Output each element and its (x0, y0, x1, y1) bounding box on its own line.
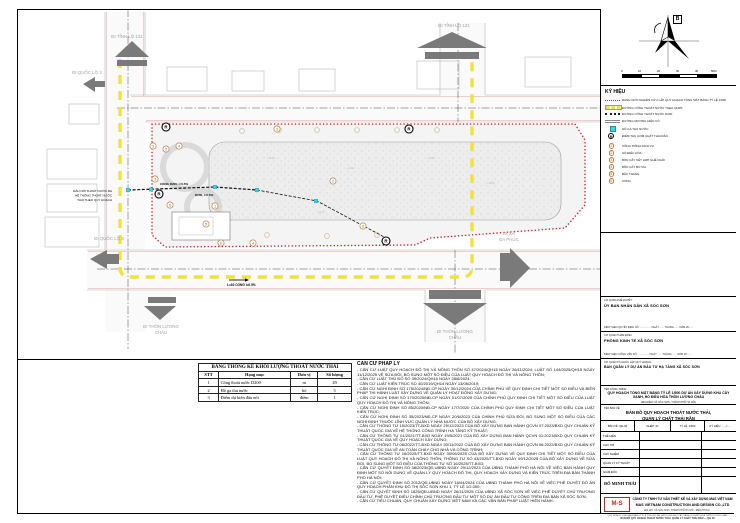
legend-label: ĐIỂM THU GOM CHẤT THẢI RẮN (622, 134, 668, 139)
planned-drain-icon (605, 105, 622, 110)
scale-tick: 10 (638, 69, 642, 73)
cell-item: Cống thoát nước D200 (219, 379, 291, 387)
organizing-agency-label: CƠ QUAN TỔ CHỨC LẬP QUY HOẠCH: (604, 360, 652, 364)
legend-label: CÔNG TRÌNH DỊCH VỤ (622, 143, 654, 148)
col-header-qty: Số lượng (318, 371, 352, 379)
project-name-section (601, 385, 736, 404)
marker-5-icon: 5 (610, 172, 613, 176)
role-the-hien: THỂ HIỆN (603, 433, 617, 438)
legal-item: - CĂN CỨ NGHỊ ĐỊNH SỐ 175/2024/NĐ-CP NGÀY 30/12/2024 CỦA CHÍNH PHỦ VỀ QUY ĐỊNH CHI TIẾT MỘT SỐ ĐIỀU VÀ BIỆN PHÁP THI HÀNH LUẬT XÂY DỰNG VỀ QUẢN LÝ HOẠT ĐỘNG XÂY DỰNG; (357, 385, 595, 396)
spot-level: +11.35 (267, 157, 275, 160)
legend-item (605, 119, 733, 125)
legal-item: - CĂN CỨ NGHỊ ĐỊNH SỐ 35/2023/NĐ-CP NGÀY 20/6/2023 CỦA CHÍNH PHỦ SỬA ĐỔI, BỔ SUNG MỘT SỐ ĐIỀU CỦA CÁC NGHỊ ĐỊNH THUỘC LĨNH VỰC QUẢN LÝ NHÀ NƯỚC CỦA BỘ XÂY DỰNG; (357, 413, 595, 424)
company-section (601, 493, 736, 513)
reviewing-agency-note: KÈM THEO CÔNG VĂN SỐ: ............... NGÀY ...... THÁNG ...... NĂM 20...... (604, 353, 692, 356)
legend-section (601, 85, 736, 232)
col-header-unit: Đơn vị (291, 371, 318, 379)
spot-level: +11.50 (487, 182, 495, 185)
waste-point-symbol: R (384, 238, 388, 244)
table-title: BẢNG THỐNG KÊ KHỐI LƯỢNG THOÁT NƯỚC THẢI (199, 364, 352, 372)
reviewing-agency-section (601, 331, 736, 358)
company-address: ĐỊA CHỈ: XÃ SÓC SƠN, THÀNH PHỐ HÀ NỘI - ĐIỆN THOẠI: ............... (644, 508, 721, 512)
cell-unit: điểm (291, 394, 318, 402)
director-name: ĐỖ MINH THÁI (604, 481, 637, 486)
legal-item: - CĂN CỨ LUẬT QUY HOẠCH ĐÔ THỊ VÀ NÔNG THÔN SỐ 47/2024/QH15 NGÀY 26/11/2024; LUẬT SỐ 144/2025/QH15 NGÀY 11/12/2025 VỀ SỬA ĐỔI, BỔ SUNG MỘT SỐ ĐIỀU CỦA LUẬT QUY HOẠCH ĐÔ THỊ VÀ NÔNG THÔN; (357, 367, 595, 377)
feature-marker: 5 (204, 222, 208, 227)
table-row (199, 394, 352, 402)
company-name-en: MAS VIETNAM CONSTRUCTION AND DESIGN CO.,LTD (635, 502, 730, 507)
project-location: (ĐỊA ĐIỂM: XÃ SÓC SƠN, THÀNH PHỐ HÀ NỘI) (640, 400, 697, 404)
approving-agency-section (601, 296, 736, 331)
marker-1-icon: 1 (610, 144, 613, 148)
marker-4-icon: 4 (610, 165, 613, 169)
role-chu-nhiem: CHỦ NHIỆM (603, 451, 619, 456)
pipe-label: L=92 CỐNG i=0.5% (227, 283, 256, 287)
sheet-cell: GHÉP: A1 (635, 421, 671, 431)
legal-basis-title: CĂN CỨ PHÁP LÝ (357, 361, 400, 367)
legal-item: - CĂN CỨ THÔNG TƯ 06/2022/TT-BXD NGÀY 30/11/2022 CỦA BỘ XÂY DỰNG BAN HÀNH QCVN 06:2022/BXD QUY CHUẨN KỸ THUẬT QUỐC GIA VỀ AN TOÀN CHÁY CHO NHÀ VÀ CÔNG TRÌNH; (357, 442, 595, 452)
legal-item: - CĂN CỨ QUYẾT ĐỊNH SỐ 1825/QĐ-UBND NGÀY 26/11/2025 CỦA UBND XÃ SÓC SƠN VỀ VIỆC PHÊ DUYỆT CHỦ TRƯƠNG ĐẦU TƯ, PHÊ DUYỆT ĐIỀU CHỈNH CHỦ TRƯƠNG ĐẦU TƯ MỘT SỐ DỰ ÁN ĐẦU TƯ CÔNG TRÊN ĐỊA BÀN XÃ SÓC SƠN; (357, 488, 595, 499)
compass-section (601, 9, 736, 85)
approving-agency-note: KÈM THEO QUYẾT ĐỊNH SỐ: ............... NGÀY ...... THÁNG ...... NĂM 20...... (604, 326, 694, 329)
pipe-label: CỐNG D200, i=0.5% (160, 182, 189, 186)
legal-item: - CĂN CỨ TIÊU CHUẨN, QUY CHUẨN XÂY DỰNG VIỆT NAM VÀ CÁC VĂN BẢN PHÁP LUẬT HIỆN HÀNH. (357, 498, 554, 504)
feature-marker: 8 (361, 224, 365, 229)
cell-qty: 5 (318, 386, 352, 394)
scale-tick: 20 (657, 69, 661, 73)
footer-project-line: QUY HOẠCH TỔNG MẶT BẰNG TỶ LỆ 1/500 DỰ ÁN XÂY DỰNG KHU CÂY XANH, HỒ ĐIỀU HÒA THÔN LƯƠNG CHÂU (607, 514, 728, 517)
drawing-name-section (601, 404, 736, 420)
symbol-cell: KÝ HIỆU: ....../...... (709, 424, 732, 428)
drainage-quantity-table (198, 363, 352, 402)
legend-title: KÝ HIỆU (605, 89, 626, 95)
col-header-stt: STT (199, 371, 219, 379)
project-name: QUY HOẠCH TỔNG MẶT BẰNG TỶ LỆ 1/500 DỰ ÁN XÂY DỰNG KHU CÂY XANH, HỒ ĐIỀU HÒA THÔN LƯƠNG CHÂU (607, 391, 730, 400)
waste-point-symbol: R (407, 126, 411, 132)
connection-note: ĐẤU NỐI THOÁT NƯỚC RA (73, 189, 112, 193)
cell-qty: 1 (318, 394, 352, 402)
cell-item: Điểm dự kiến đấu nối (219, 394, 291, 402)
legend-item (605, 143, 733, 149)
feature-marker: 6 (168, 203, 172, 208)
feature-marker: 4 (177, 144, 181, 149)
north-label: B (673, 15, 682, 24)
drawing-name-label: TÊN BẢN VẼ: (604, 406, 621, 410)
approving-agency-name: ỦY BAN NHÂN DÂN XÃ SÓC SƠN (604, 303, 670, 308)
legend-item (605, 126, 733, 132)
cell-qty: 49 (318, 379, 352, 387)
feature-marker: 3 (153, 177, 157, 182)
scale-cell: TỶ LỆ: 1/500 (671, 421, 705, 431)
cell-stt: 3 (199, 394, 219, 402)
approving-agency-label: CƠ QUAN PHÊ DUYỆT: (604, 298, 633, 302)
role-chu-tri: CHỦ TRÌ (603, 442, 615, 447)
legal-item: - CĂN CỨ THÔNG TƯ 15/2023/TT-BXD NGÀY 29/12/2023 CỦA BỘ XÂY DỰNG BAN HÀNH QCVN 07:2023/BXD QUY CHUẨN KỸ THUẬT QUỐC GIA VỀ HỆ THỐNG CÔNG TRÌNH HẠ TẦNG KỸ THUẬT; (357, 423, 595, 433)
north-arrow-icon (631, 13, 706, 69)
legend-label: CỔNG (622, 178, 631, 183)
scale-tick: 30 (676, 69, 680, 73)
legend-label: HỒ ĐIỀU HÒA (622, 150, 642, 155)
arrow-left-west-top (83, 77, 105, 92)
sewer-line-icon (605, 113, 620, 115)
waste-point-symbol: R (157, 191, 161, 197)
legend-item (605, 150, 733, 156)
road-label: ĐI QUỐC LỘ 3 (72, 70, 102, 75)
signature-table (601, 420, 736, 493)
scale-tick: 0 (621, 69, 623, 73)
scale-bar-segment (641, 74, 660, 78)
drawing-name-line2: QUẢN LÝ CHẤT THẢI RẮN (642, 415, 695, 421)
legal-item: - CĂN CỨ THÔNG TƯ 01/2021/TT-BXD NGÀY 19/5/2021 CỦA BỘ XÂY DỰNG BAN HÀNH QCVN 01:2021/BXD QUY CHUẨN KỸ THUẬT QUỐC GIA VỀ QUY HOẠCH XÂY DỰNG; (357, 432, 595, 443)
legend-item (605, 171, 733, 177)
company-name-vi: CÔNG TY TNHH TƯ VẤN THIẾT KẾ VÀ XÂY DỰNG MAS VIỆT NAM (632, 497, 733, 501)
feature-marker: 4 (251, 241, 255, 246)
scale-bar-segment (660, 74, 679, 78)
marker-2-icon: 2 (610, 151, 613, 155)
legend-item (605, 157, 733, 163)
spot-level: +11.37 (317, 211, 325, 214)
legal-item: - CĂN CỨ NGHỊ ĐỊNH SỐ 85/2020/NĐ-CP NGÀY 17/7/2020 CỦA CHÍNH PHỦ QUY ĐỊNH CHI TIẾT MỘT SỐ ĐIỀU CỦA LUẬT KIẾN TRÚC; (357, 404, 595, 415)
legend-label: BẬC THANG (622, 171, 640, 176)
road-label: CHÂU (448, 335, 462, 340)
legend-item (605, 105, 733, 111)
marker-3-icon: 3 (610, 158, 613, 162)
legend-item (605, 133, 733, 141)
legend-label: ĐƯỜNG CỐNG THOÁT NƯỚC THEO QHPK (622, 105, 683, 110)
feature-marker: 6 (219, 241, 223, 246)
drawing-number-cell: BẢN VẼ: QH-06 (601, 421, 635, 431)
legend-label: ĐƯỜNG MƯƠNG HIỆN CÓ (622, 119, 660, 124)
feature-marker: 3 (275, 127, 279, 132)
table-row (199, 386, 352, 394)
organizing-agency-section (601, 358, 736, 385)
legend-item (605, 178, 733, 184)
sheet-footer (598, 515, 737, 521)
legal-item: - CĂN CỨ QUYẾT ĐỊNH SỐ 38/2023/QĐ-UBND NGÀY 29/12/2023 CỦA UBND THÀNH PHỐ HÀ NỘI VỀ VIỆC BAN HÀNH QUY ĐỊNH MỘT SỐ NỘI DUNG VỀ QUẢN LÝ QUY HOẠCH ĐÔ THỊ, QUY HOẠCH XÂY DỰNG VÀ KIẾN TRÚC TRÊN ĐỊA BÀN THÀNH PHỐ HÀ NỘI; (357, 465, 595, 480)
road-label: ĐI TỈNH LỘ 131 (111, 34, 143, 39)
legend-label: BỒN CÂY BO VỈA (622, 164, 647, 169)
cell-stt: 2 (199, 386, 219, 394)
table-row (199, 379, 352, 387)
legend-item (605, 164, 733, 170)
organizing-agency-name: BAN QUẢN LÝ DỰ ÁN ĐẦU TƯ HẠ TẦNG XÃ SÓC SƠN (604, 365, 700, 369)
legal-item: - CĂN CỨ LUẬT KIẾN TRÚC SỐ 40/2019/QH14 NGÀY 13/06/2019; (357, 381, 480, 387)
road-label: ĐI THÔN LƯƠNG (143, 324, 179, 329)
reviewing-agency-label: CƠ QUAN THẨM ĐỊNH: (604, 333, 633, 337)
cell-unit: hố (291, 386, 318, 394)
col-header-item: Hạng mục (219, 371, 291, 379)
legend-item (605, 112, 733, 118)
road-label: ĐI THÔN LƯƠNG (437, 329, 473, 334)
feature-marker: 2 (331, 179, 335, 184)
detention-pond (209, 142, 561, 220)
legend-item (605, 98, 733, 104)
scale-tick: 50M (711, 69, 717, 73)
spot-level: +11.28 (427, 157, 435, 160)
waste-point-symbol: R (164, 124, 168, 130)
feature-marker: 3 (151, 144, 155, 149)
title-block-panel (600, 9, 735, 514)
spot-level: +11.42 (347, 167, 355, 170)
road-label: ĐI QUỐC LỘ 3 (94, 236, 124, 241)
scale-bar-segment (622, 74, 641, 78)
waste-point-icon: R (609, 135, 613, 139)
scale-bar-segment (698, 74, 717, 78)
legal-item: - CĂN CỨ QUYẾT ĐỊNH SỐ 2012/QĐ-UBND NGÀY 16/04/2024 CỦA UBND THÀNH PHỐ HÀ NỘI VỀ VIỆC PHÊ DUYỆT ĐỒ ÁN QUY HOẠCH PHÂN KHU ĐÔ THỊ SÓC SƠN KHU 1, TỶ LỆ 1/2.000; (357, 479, 595, 490)
cell-item: Hố ga thu nước (219, 386, 291, 394)
pipe-label: D200, i=0.5% (195, 193, 214, 197)
legal-item: - CĂN CỨ NGHỊ ĐỊNH SỐ 179/2025/NĐ-CP NGÀY 01/07/2025 CỦA CHÍNH PHỦ QUY ĐỊNH CHI TIẾT MỘT SỐ ĐIỀU CỦA LUẬT QUY HOẠCH ĐÔ THỊ VÀ NÔNG THÔN; (357, 395, 595, 405)
role-quan-ly-ky-thuat: QUẢN LÝ KỸ THUẬT (603, 460, 630, 465)
boundary-line-icon (605, 100, 620, 101)
road-label: CHÂU (154, 330, 168, 335)
scale-bar-segment (679, 74, 698, 78)
connection-note: THẢI THEO QUY HOẠCH (77, 198, 112, 202)
service-building (172, 212, 230, 240)
ditch-line-icon (605, 120, 620, 123)
site-plan-area (17, 9, 600, 360)
reviewing-agency-name: PHÒNG KINH TẾ XÃ SÓC SƠN (604, 338, 664, 343)
gully-icon (610, 126, 616, 132)
legal-basis-block (357, 361, 595, 512)
cell-unit: m (291, 379, 318, 387)
legend-label: ĐƯỜNG CỐNG THOÁT NƯỚC D200 (622, 112, 673, 117)
connection-note: HỆ THỐNG THOÁT NƯỚC (75, 193, 112, 198)
legal-item: - CĂN CỨ LUẬT THỦ ĐÔ SỐ 39/2024/QH15 NGÀY 28/6/2024; (357, 376, 471, 382)
legal-item: - CĂN CỨ THÔNG TƯ 16/2025/TT-BXD NGÀY 30/06/2025 CỦA BỘ XÂY DỰNG VỀ QUY ĐỊNH CHI TIẾT MỘT SỐ ĐIỀU CỦA LUẬT QUY HOẠCH ĐÔ THỊ VÀ NÔNG THÔN; THÔNG TƯ SỐ 43/2025/TT-BXD NGÀY 09/12/2025 CỦA BỘ XÂY DỰNG VỀ SỬA ĐỔI, BỔ SUNG MỘT SỐ ĐIỀU CỦA THÔNG TƯ SỐ 16/2025/TT-BXD; (357, 451, 595, 466)
legend-label: BỒN CÂY KẾT HỢP GHẾ NGỒI (622, 157, 666, 162)
footer-drawing-line: BẢN ĐỒ QUY HOẠCH THOÁT NƯỚC THẢI, QUẢN LÝ CHẤT THẢI RẮN — QH-06 (620, 517, 715, 521)
marker-6-icon: 6 (610, 179, 613, 183)
cell-stt: 1 (199, 379, 219, 387)
empty-section (601, 232, 736, 296)
legend-label: HỐ GA THU NƯỚC (622, 126, 649, 131)
site-plan-drawing (17, 9, 600, 360)
feature-marker: 5 (164, 147, 168, 152)
project-name-label: TÊN CÔNG TRÌNH: (604, 387, 628, 391)
company-logo: M-S (604, 497, 630, 512)
feature-marker: 1 (213, 204, 217, 209)
road-label: ĐA PHÚC (499, 237, 519, 242)
legend-label: RANH GIỚI NGHIÊN CỨU LẬP QUY HOẠCH TỔNG MẶT BẰNG TỶ LỆ 1/500 (622, 98, 727, 103)
scale-tick: 40 (695, 69, 699, 73)
road-label: ĐI XÃ (503, 231, 515, 236)
road-label: ĐI TỈNH LỘ 131 (438, 23, 470, 28)
role-giam-doc: GIÁM ĐỐC (603, 469, 618, 474)
drawing-name-line1: BẢN ĐỒ QUY HOẠCH THOÁT NƯỚC THẢI, (625, 409, 712, 415)
